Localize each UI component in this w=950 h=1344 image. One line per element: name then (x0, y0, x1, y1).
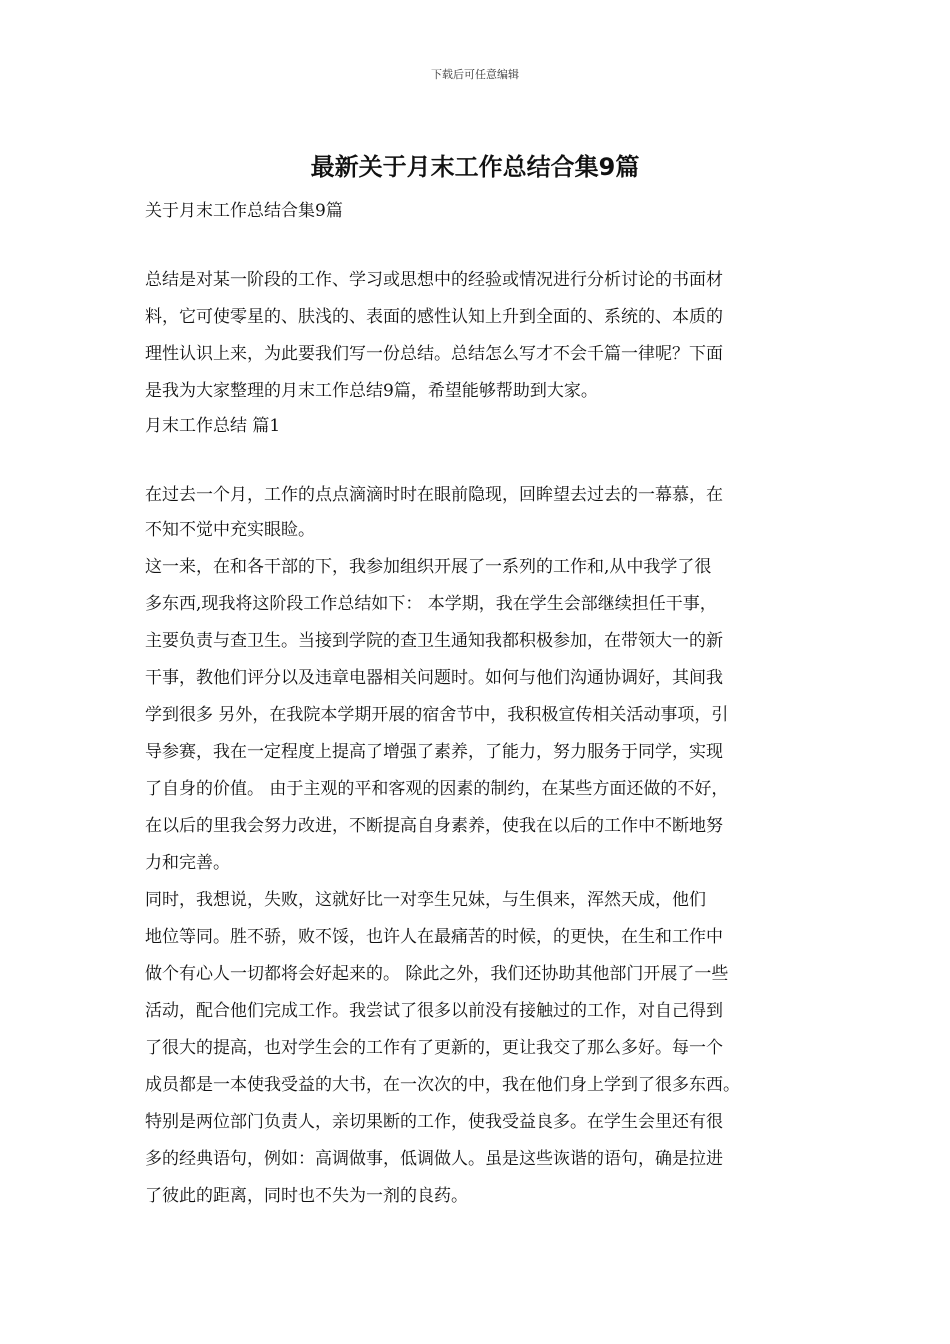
body-line: 不知不觉中充实眼睑。 (145, 520, 315, 540)
header-note: 下载后可任意编辑 (431, 68, 519, 81)
body-line: 同时，我想说，失败，这就好比一对孪生兄妹，与生俱来，浑然天成，他们 (145, 890, 706, 910)
body-line: 成员都是一本使我受益的大书，在一次次的中，我在他们身上学到了很多东西。 (145, 1075, 740, 1095)
body-line: 特别是两位部门负责人，亲切果断的工作，使我受益良多。在学生会里还有很 (145, 1112, 723, 1132)
intro-line: 理性认识上来，为此要我们写一份总结。总结怎么写才不会千篇一律呢？下面 (145, 344, 723, 364)
body-line: 导参赛，我在一定程度上提高了增强了素养，了能力，努力服务于同学，实现 (145, 742, 723, 762)
body-line: 了彼此的距离，同时也不失为一剂的良药。 (145, 1186, 468, 1206)
intro-line: 总结是对某一阶段的工作、学习或思想中的经验或情况进行分析讨论的书面材 (145, 270, 723, 290)
intro-line: 是我为大家整理的月末工作总结9篇，希望能够帮助到大家。 (145, 381, 598, 401)
document-subtitle: 关于月末工作总结合集9篇 (145, 201, 343, 221)
body-line: 主要负责与查卫生。当接到学院的查卫生通知我都积极参加，在带领大一的新 (145, 631, 723, 651)
document-title: 最新关于月末工作总结合集9篇 (310, 153, 640, 181)
body-line: 做个有心人一切都将会好起来的。 除此之外，我们还协助其他部门开展了一些 (145, 964, 729, 984)
body-line: 多的经典语句，例如：高调做事，低调做人。虽是这些诙谐的语句，确是拉进 (145, 1149, 723, 1169)
body-line: 活动，配合他们完成工作。我尝试了很多以前没有接触过的工作，对自己得到 (145, 1001, 723, 1021)
body-line: 地位等同。胜不骄，败不馁，也许人在最痛苦的时候，的更快，在生和工作中 (145, 927, 723, 947)
body-line: 学到很多 另外，在我院本学期开展的宿舍节中，我积极宣传相关活动事项，引 (145, 705, 729, 725)
body-line: 了很大的提高，也对学生会的工作有了更新的，更让我交了那么多好。每一个 (145, 1038, 723, 1058)
intro-line: 料，它可使零星的、肤浅的、表面的感性认知上升到全面的、系统的、本质的 (145, 307, 723, 327)
body-line: 力和完善。 (145, 853, 230, 873)
body-line: 了自身的价值。 由于主观的平和客观的因素的制约，在某些方面还做的不好， (145, 779, 729, 799)
body-line: 在以后的里我会努力改进，不断提高自身素养，使我在以后的工作中不断地努 (145, 816, 723, 836)
body-line: 干事，教他们评分以及违章电器相关问题时。如何与他们沟通协调好，其间我 (145, 668, 723, 688)
section-heading: 月末工作总结 篇1 (145, 416, 281, 436)
body-line: 多东西,现我将这阶段工作总结如下： 本学期，我在学生会部继续担任干事， (145, 594, 717, 614)
body-line: 这一来，在和各干部的下，我参加组织开展了一系列的工作和,从中我学了很 (145, 557, 712, 577)
body-line: 在过去一个月，工作的点点滴滴时时在眼前隐现，回眸望去过去的一幕慕，在 (145, 485, 723, 505)
